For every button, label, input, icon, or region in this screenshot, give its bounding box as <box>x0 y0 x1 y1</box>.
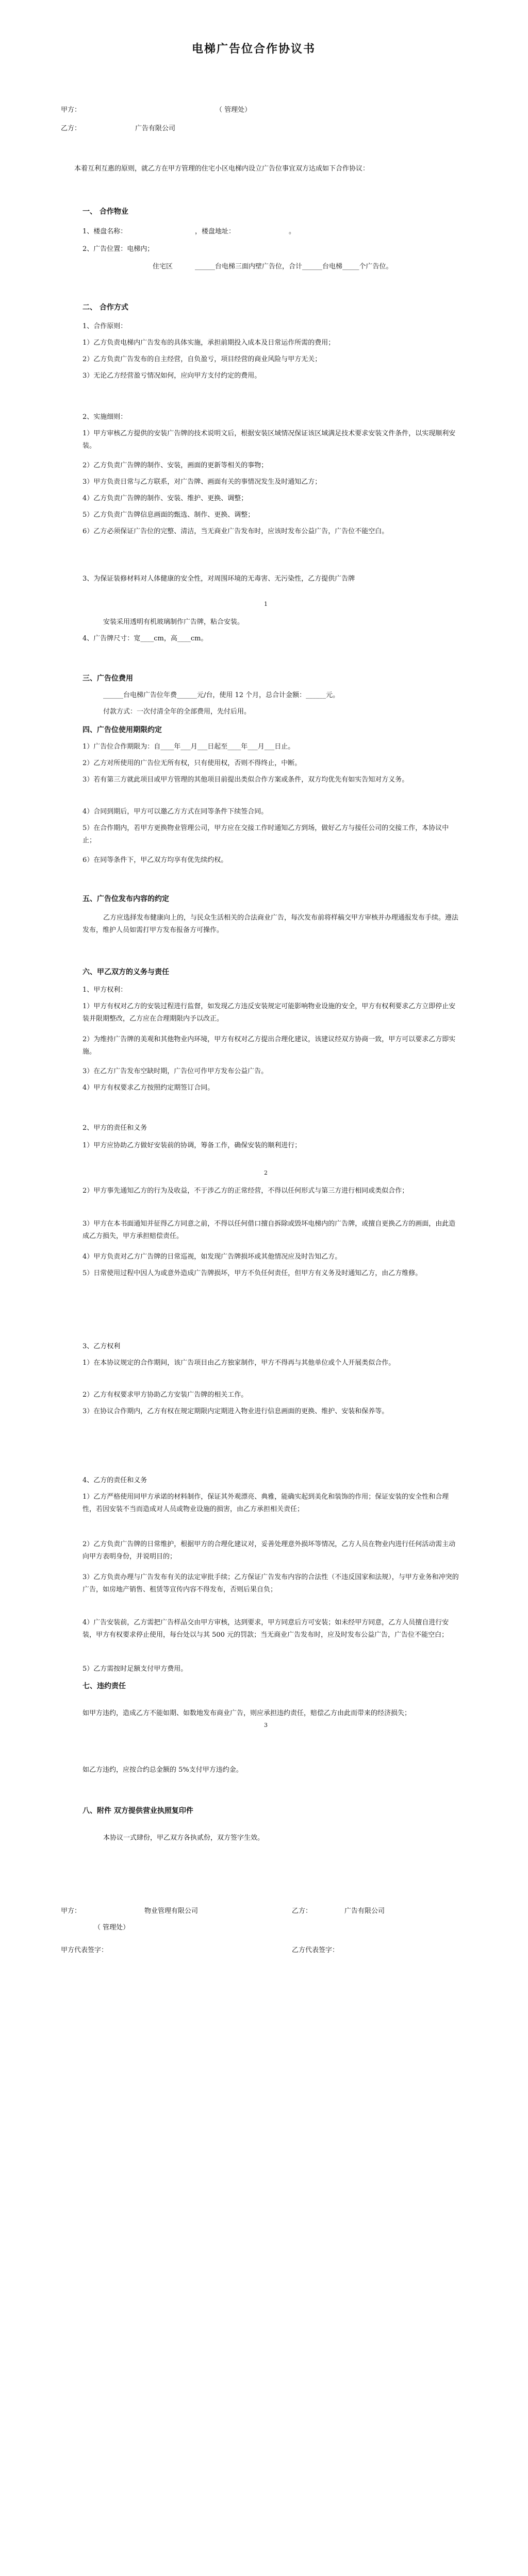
page-number-1: 1 <box>264 601 268 607</box>
s4-p1: 1）广告位合作期限为：自____年___月___日起至____年___月___日止。 <box>82 743 295 751</box>
s6-a2-1: 1）甲方应协助乙方做好安装前的协调，筹备工作，确保安装的顺利进行； <box>82 1142 302 1149</box>
document-title: 电梯广告位合作协议书 <box>192 42 316 56</box>
s6-b2-4: 4）广告安装前，乙方需把广告样品交由甲方审核，达到要求，甲方同意后方可安装；如未经甲方同意，乙方人员擅自进行安装，甲方有权要求停止使用，每台处以与其 500 元的罚款；当无商业广告发布时，应及时发布公益广告，广告位不能空白； <box>82 1619 449 1639</box>
s3-p2: 付款方式：一次付清全年的全部费用，先付后用。 <box>103 708 251 716</box>
sign-a-name: 物业管理有限公司 <box>144 1907 199 1915</box>
s6-b1: 3、乙方权利 <box>82 1343 121 1350</box>
intro-paragraph: 本着互利互惠的原则，就乙方在甲方管理的住宅小区电梯内设立广告位事宜双方达成如下合作协议： <box>74 165 370 173</box>
s4-p3: 3）若有第三方就此项目或甲方管理的其他项目前提出类似合作方案或条件，双方均优先有如实告知对方义务。 <box>82 776 409 784</box>
page-number-2: 2 <box>264 1170 268 1176</box>
s2-p1-1: 1）乙方负责电梯内广告发布的具体实施，承担前期投入成本及日常运作所需的费用； <box>82 339 335 347</box>
s6-b1-3: 3）在协议合作期内，乙方有权在规定期限内定期进入物业进行信息画面的更换、维护、安装和保养等。 <box>82 1408 389 1415</box>
s2-p2-2: 2）乙方负责广告牌的制作、安装，画面的更新等相关的事物； <box>82 462 268 469</box>
s6-b2-5: 5）乙方需按时足额支付甲方费用。 <box>82 1665 188 1673</box>
s6-b1-2: 2）乙方有权要求甲方协助乙方安装广告牌的相关工作。 <box>82 1391 248 1399</box>
s6-a1-1: 1）甲方有权对乙方的安装过程进行监督，如发现乙方违反安装规定可能影响物业设施的安全，甲方有权利要求乙方立即停止安装并限期整改，乙方应在合理期限内予以改正。 <box>82 1003 456 1023</box>
s2-p3: 3、为保证装修材料对人体健康的安全性，对周围环境的无毒害、无污染性，乙方提供广告牌 <box>82 575 355 583</box>
s2-p2: 2、实施细则： <box>82 413 127 421</box>
s6-a2-2: 2）甲方事先通知乙方的行为及收益，不于涉乙方的正常经营，不得以任何形式与第三方进行相同或类似合作； <box>82 1187 409 1195</box>
s1-line1-a: 1、楼盘名称： <box>82 228 127 235</box>
section-6-title: 六、甲乙双方的义务与责任 <box>82 968 169 976</box>
section-5-title: 五、广告位发布内容的约定 <box>82 895 169 903</box>
section-1-title: 一、 合作物业 <box>82 208 128 216</box>
s6-a1-4: 4）甲方有权要求乙方按照约定期签订合同。 <box>82 1084 214 1092</box>
s6-b2: 4、乙方的责任和义务 <box>82 1477 147 1484</box>
s7-p1: 如甲方违约，造成乙方不能如期、如数地发布商业广告，则应承担违约责任，赔偿乙方由此而带来的经济损失； <box>82 1709 411 1717</box>
s6-b2-1: 1）乙方严格使用同甲方承诺的材料制作，保证其外观漂亮、典雅，能确实起到美化和装饰的作用；保证安装的安全性和合理性，若因安装不当而造成对人员或物业设施的损害，由乙方承担相关责任； <box>82 1493 449 1513</box>
sign-a-rep: 甲方代表签字： <box>61 1946 108 1954</box>
section-4-title: 四、广告位使用期限约定 <box>82 726 162 734</box>
party-b-label: 乙方： <box>61 125 81 132</box>
section-8-title: 八、附件 双方提供营业执照复印件 <box>82 1807 193 1815</box>
s6-a1: 1、甲方权利： <box>82 986 127 994</box>
section-7-title: 七、违约责任 <box>82 1682 126 1690</box>
s3-p1: ______台电梯广告位年费______元/台，使用 12 个月，总合计金额：______元。 <box>103 691 340 699</box>
s2-p2-1: 1）甲方审核乙方提供的安装广告牌的技术说明文后，根据安装区域情况保证该区域满足技术要求安装文件条件，以实现顺利安装。 <box>82 430 456 450</box>
s1-line3-b: ______台电梯三面内壁广告位，合计______台电梯_____个广告位。 <box>195 263 393 270</box>
sign-b-label: 乙方： <box>292 1907 312 1915</box>
s6-a2: 2、甲方的责任和义务 <box>82 1124 147 1132</box>
s2-p1: 1、合作原则： <box>82 323 127 330</box>
s6-a2-5: 5）日常使用过程中因人为或意外造成广告牌损坏，甲方不负任何责任，但甲方有义务及时通知乙方，由乙方维修。 <box>82 1269 422 1277</box>
sign-b-rep: 乙方代表签字： <box>292 1946 339 1954</box>
page-number-3: 3 <box>264 1722 268 1728</box>
s2-p3-cont: 安装采用透明有机玻璃制作广告牌，粘合安装。 <box>103 618 244 626</box>
s2-p2-5: 5）乙方负责广告牌信息画面的甄选、制作、更换、调整； <box>82 511 255 519</box>
s6-b2-3: 3）乙方负责办理与广告发布有关的法定审批手续；乙方保证广告发布内容的合法性（不违反国家和法规），与甲方业务和冲突的广告，如房地产销售、租赁等宣传内容不得发布，否则后果自负； <box>82 1573 459 1594</box>
s6-b1-1: 1）在本协议规定的合作期间，该广告项目由乙方独家制作，甲方不得再与其他单位或个人开展类似合作。 <box>82 1359 395 1367</box>
section-2-title: 二、 合作方式 <box>82 303 128 312</box>
s4-p5: 5）在合作期内，若甲方更换物业管理公司，甲方应在交接工作时通知乙方到场，做好乙方与接任公司的交接工作，本协议中止； <box>82 824 449 844</box>
s1-line1-c: 。 <box>289 228 296 235</box>
s7-p2: 如乙方违约，应按合约总金额的 5%支付甲方违约金。 <box>82 1766 243 1774</box>
sign-a-label: 甲方： <box>61 1907 81 1915</box>
s6-a1-3: 3）在乙方广告发布空缺时期，广告位可作甲方发布公益广告。 <box>82 1067 268 1075</box>
s1-line2: 2、广告位置：电梯内； <box>82 245 154 253</box>
s4-p2: 2）乙方对所使用的广告位无所有权，只有使用权，否则不得终止，中断。 <box>82 759 302 767</box>
s1-line1-b: ，楼盘地址： <box>195 228 236 235</box>
s1-line3-a: 住宅区 <box>153 263 173 270</box>
s2-p2-6: 6）乙方必须保证广告位的完整、清洁，当无商业广告发布时，应该时发布公益广告，广告位不能空白。 <box>82 528 389 535</box>
s5-p1: 乙方应选择发布健康向上的，与民众生活相关的合法商业广告，每次发布前将样稿交甲方审核并办理通报发布手续。遵法发布，维护人员如需打甲方发布报备方可操作。 <box>82 914 459 934</box>
s2-p1-2: 2）乙方负责广告发布的自主经营，自负盈亏，项目经营的商业风险与甲方无关； <box>82 355 322 363</box>
s6-a1-2: 2）为维持广告牌的美观和其他物业内环境，甲方有权对乙方提出合理化建议，该建议经双方协商一致，甲方可以要求乙方即实施。 <box>82 1036 456 1056</box>
s2-p4: 4、广告牌尺寸：宽____cm，高____cm。 <box>82 635 208 642</box>
sign-a-note: （ 管理处） <box>94 1924 130 1931</box>
s2-p2-4: 4）乙方负责广告牌的制作、安装、维护、更换、调整； <box>82 495 248 502</box>
s6-b2-2: 2）乙方负责广告牌的日常维护，根据甲方的合理化建议对，妥善处理意外损坏等情况，乙方人员在物业内进行任何活动需主动向甲方表明身份，并说明目的； <box>82 1540 456 1561</box>
sign-b-name: 广告有限公司 <box>344 1907 385 1915</box>
s8-p1: 本协议一式肆份，甲乙双方各执贰份，双方签字生效。 <box>103 1834 265 1842</box>
s6-a2-4: 4）甲方负责对乙方广告牌的日常巡视，如发现广告牌损坏或其他情况应及时告知乙方。 <box>82 1253 342 1261</box>
s6-a2-3: 3）甲方在本书面通知并征得乙方同意之前，不得以任何借口擅自拆除或毁坏电梯内的广告牌，或擅自更换乙方的画面，由此造成乙方损失，甲方承担赔偿责任。 <box>82 1220 456 1240</box>
section-3-title: 三、广告位费用 <box>82 674 133 683</box>
s2-p1-3: 3）无论乙方经营盈亏情况如何，应向甲方支付约定的费用。 <box>82 372 261 380</box>
party-a-note: （ 管理处） <box>216 106 252 114</box>
party-b-name: 广告有限公司 <box>135 125 176 132</box>
s2-p2-3: 3）甲方负责日常与乙方联系，对广告牌、画面有关的事情况发生及时通知乙方； <box>82 478 322 486</box>
s4-p4: 4）合同到期后，甲方可以邀乙方方式在同等条件下续签合同。 <box>82 808 268 816</box>
party-a-label: 甲方： <box>61 106 81 114</box>
s4-p6: 6）在同等条件下，甲乙双方均享有优先续约权。 <box>82 856 228 864</box>
